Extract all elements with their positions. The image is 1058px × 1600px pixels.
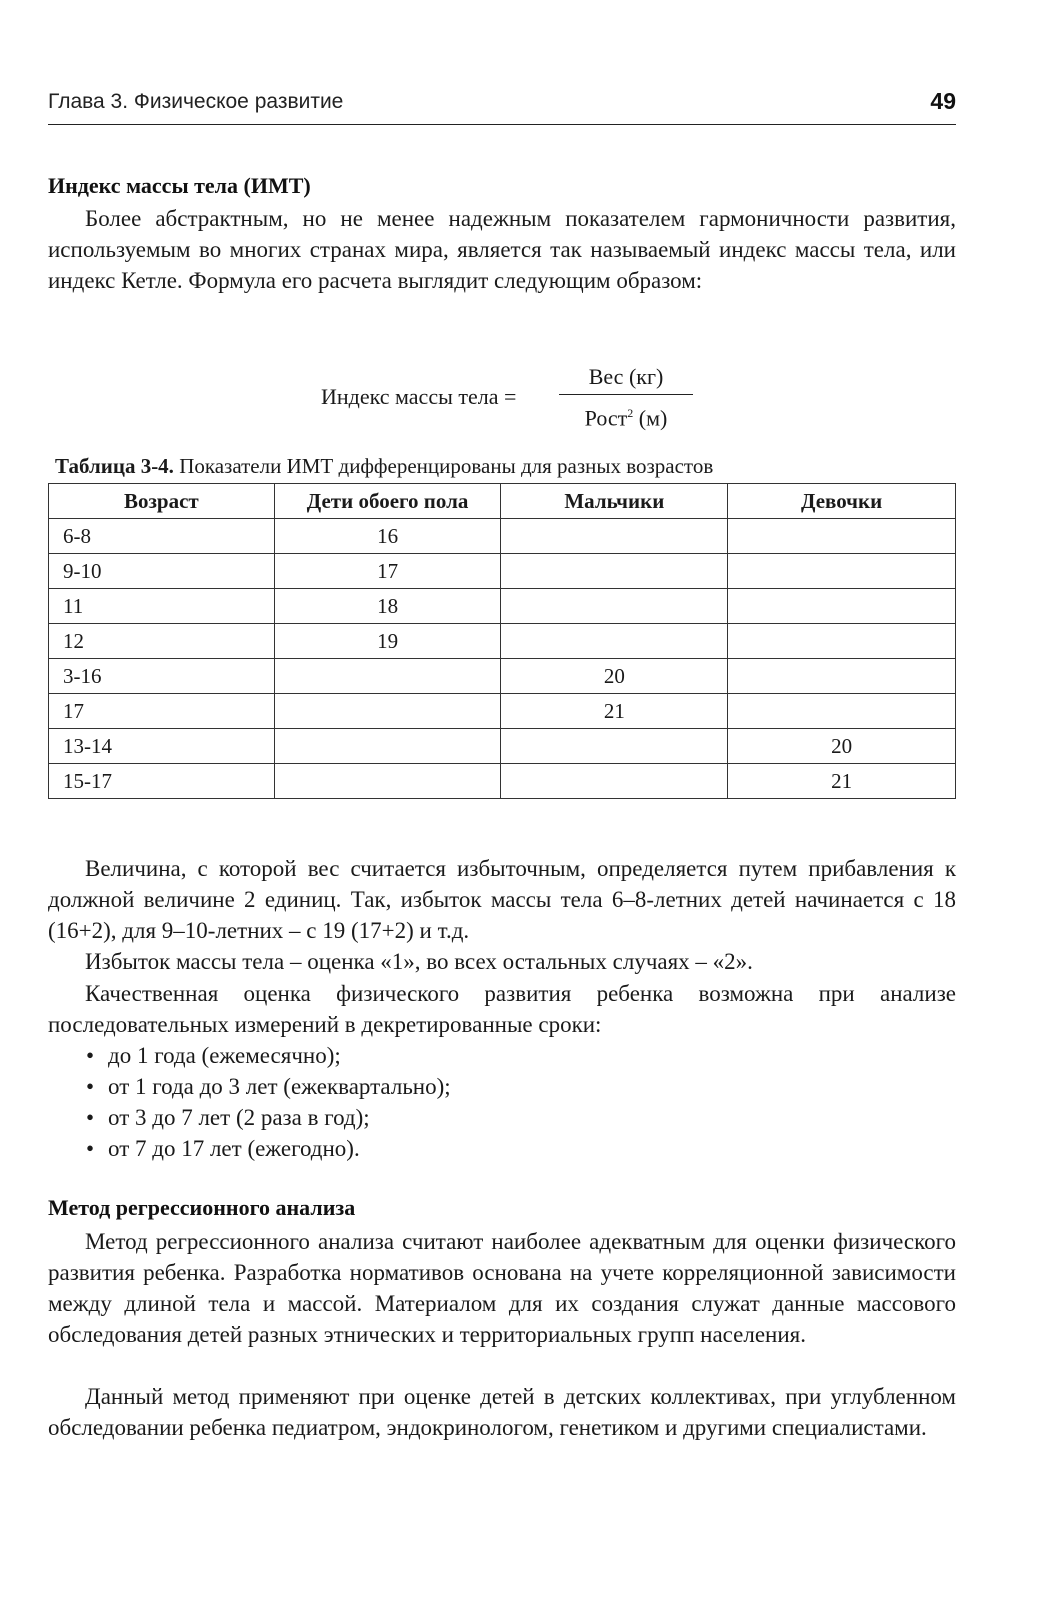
header-boys: Мальчики bbox=[501, 484, 728, 519]
formula-lhs: Индекс массы тела = bbox=[321, 384, 517, 409]
section-heading-regression: Метод регрессионного анализа bbox=[48, 1195, 356, 1220]
schedule-list bbox=[86, 1040, 451, 1164]
cell-boys bbox=[501, 729, 728, 764]
fraction-bar bbox=[559, 394, 693, 395]
table-row bbox=[49, 519, 956, 554]
section-heading-bmi: Индекс массы тела (ИМТ) bbox=[48, 173, 311, 198]
cell-both: 19 bbox=[274, 624, 501, 659]
cell-age: 9-10 bbox=[49, 554, 275, 589]
header-age: Возраст bbox=[49, 484, 275, 519]
cell-boys bbox=[501, 519, 728, 554]
formula-fraction bbox=[559, 362, 693, 433]
paragraph-bmi-intro: Более абстрактным, но не менее надежным показателем гармоничности развития, используемым во многих странах мира, является так называемый индекс массы тела, или индекс Кетле. Формула его расчета выглядит следующим образом: bbox=[48, 206, 956, 293]
cell-age: 11 bbox=[49, 589, 275, 624]
formula-numerator: Вес (кг) bbox=[588, 364, 664, 389]
cell-age: 12 bbox=[49, 624, 275, 659]
cell-girls: 21 bbox=[728, 764, 956, 799]
cell-age: 13-14 bbox=[49, 729, 275, 764]
paragraph-excess-weight: Величина, с которой вес считается избыточным, определяется путем прибавления к должной величине 2 единиц. Так, избыток массы тела 6–8-летних детей начинается с 18 (16+2), для 9–10-летних – с 19 (17+2) и т.д. bbox=[48, 856, 956, 943]
table-row bbox=[49, 659, 956, 694]
bmi-formula bbox=[321, 362, 701, 432]
list-item: • до 1 года (ежемесячно); bbox=[86, 1040, 451, 1071]
table-caption bbox=[55, 454, 713, 479]
table-caption-text: Показатели ИМТ дифференцированы для разных возрастов bbox=[173, 454, 714, 478]
cell-girls bbox=[728, 589, 956, 624]
cell-boys bbox=[501, 589, 728, 624]
cell-boys: 21 bbox=[501, 694, 728, 729]
paragraph-score: Избыток массы тела – оценка «1», во всех остальных случаях – «2». bbox=[85, 949, 753, 974]
cell-girls bbox=[728, 624, 956, 659]
paragraph-regression-1: Метод регрессионного анализа считают наиболее адекватным для оценки физического развития ребенка. Разработка нормативов основана на учете корреляционной зависимости между длиной тела и массой. Материалом для их создания служат данные массового обследования детей разных этнических и территориальных групп населения. bbox=[48, 1229, 956, 1347]
cell-girls bbox=[728, 554, 956, 589]
paragraph-qualitative: Качественная оценка физического развития ребенка возможна при анализе последовательных измерений в декретированные сроки: bbox=[48, 981, 956, 1037]
cell-age: 3-16 bbox=[49, 659, 275, 694]
table-row bbox=[49, 624, 956, 659]
chapter-title: Глава 3. Физическое развитие bbox=[48, 90, 344, 113]
cell-girls bbox=[728, 519, 956, 554]
cell-girls: 20 bbox=[728, 729, 956, 764]
cell-girls bbox=[728, 659, 956, 694]
cell-girls bbox=[728, 694, 956, 729]
cell-both bbox=[274, 694, 501, 729]
cell-both bbox=[274, 764, 501, 799]
list-item: • от 1 года до 3 лет (ежеквартально); bbox=[86, 1071, 451, 1102]
cell-both: 16 bbox=[274, 519, 501, 554]
denominator-exponent: 2 bbox=[627, 406, 634, 420]
cell-both bbox=[274, 729, 501, 764]
page-header bbox=[48, 86, 956, 125]
page-number: 49 bbox=[930, 88, 956, 114]
header-both-sexes: Дети обоего пола bbox=[274, 484, 501, 519]
cell-both: 18 bbox=[274, 589, 501, 624]
cell-age: 17 bbox=[49, 694, 275, 729]
cell-boys: 20 bbox=[501, 659, 728, 694]
table-row bbox=[49, 764, 956, 799]
formula-denominator bbox=[559, 398, 693, 433]
denominator-unit: (м) bbox=[633, 405, 668, 431]
header-girls: Девочки bbox=[728, 484, 956, 519]
table-caption-label: Таблица 3-4. bbox=[55, 454, 174, 478]
list-item: • от 3 до 7 лет (2 раза в год); bbox=[86, 1102, 451, 1133]
table-header-row bbox=[49, 484, 956, 519]
table-row bbox=[49, 589, 956, 624]
bmi-table bbox=[48, 483, 956, 799]
cell-boys bbox=[501, 624, 728, 659]
cell-age: 6-8 bbox=[49, 519, 275, 554]
table-row bbox=[49, 554, 956, 589]
cell-both bbox=[274, 659, 501, 694]
denominator-base: Рост bbox=[584, 405, 628, 431]
cell-both: 17 bbox=[274, 554, 501, 589]
table-row bbox=[49, 694, 956, 729]
cell-age: 15-17 bbox=[49, 764, 275, 799]
paragraph-regression-2: Данный метод применяют при оценке детей в детских коллективах, при углубленном обследовании ребенка педиатром, эндокринологом, генетиком и другими специалистами. bbox=[48, 1384, 956, 1440]
cell-boys bbox=[501, 764, 728, 799]
table-row bbox=[49, 729, 956, 764]
cell-boys bbox=[501, 554, 728, 589]
list-item: • от 7 до 17 лет (ежегодно). bbox=[86, 1133, 451, 1164]
